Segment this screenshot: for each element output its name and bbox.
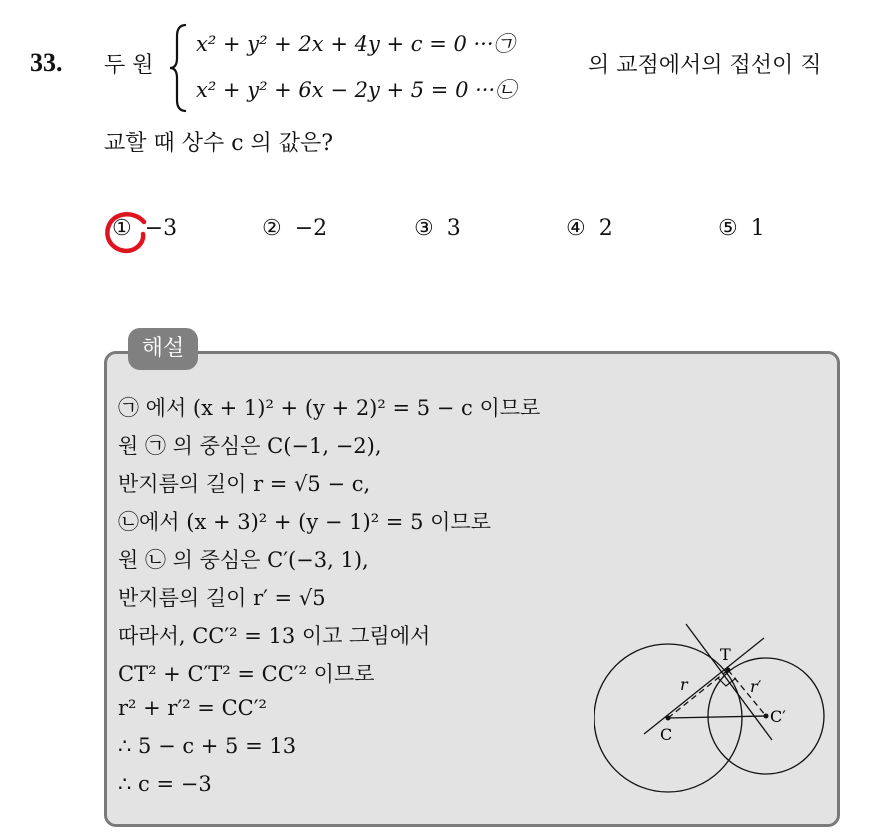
label-c: C [660, 725, 673, 744]
choice-4-label: ④ [566, 216, 586, 241]
solution-line-9: r² + r′² = CC′² [118, 696, 267, 720]
solution-tag: 해설 [128, 328, 198, 370]
choice-4[interactable] [566, 216, 613, 241]
label-t: T [720, 645, 731, 664]
solution-line-10: ∴ 5 − c + 5 = 13 [118, 734, 297, 758]
question-number: 33. [30, 48, 63, 77]
solution-line-6: 반지름의 길이 r′ = √5 [118, 586, 326, 610]
choice-3-value: 3 [446, 216, 461, 241]
solution-line-11: ∴ c = −3 [118, 772, 212, 796]
choice-1-label: ① [112, 216, 132, 241]
choice-5-label: ⑤ [718, 216, 738, 241]
choice-5-value: 1 [750, 216, 765, 241]
choice-3-label: ③ [414, 216, 434, 241]
choice-4-value: 2 [598, 216, 613, 241]
solution-line-8: CT² + C′T² = CC′² 이므로 [118, 662, 375, 686]
solution-line-4: ㉡에서 (x + 3)² + (y − 1)² = 5 이므로 [118, 510, 491, 534]
question-suffix: 의 교점에서의 접선이 직 [588, 53, 822, 78]
radius-r [668, 670, 728, 718]
choice-2-label: ② [262, 216, 282, 241]
solution-line-7: 따라서, CC′² = 13 이고 그림에서 [118, 624, 431, 648]
label-c-prime: C′ [770, 707, 786, 726]
question-prefix: 두 원 [104, 53, 154, 78]
selected-answer-circle [104, 210, 150, 256]
question-line-2: 교할 때 상수 c 의 값은? [104, 131, 334, 156]
label-r-prime: r′ [750, 677, 762, 696]
equation-2: x² + y² + 6x − 2y + 5 = 0 ···㉡ [196, 78, 517, 102]
equation-1: x² + y² + 2x + 4y + c = 0 ···㉠ [196, 32, 515, 56]
choice-1-value: −3 [144, 216, 178, 241]
solution-line-1: ㉠ 에서 (x + 1)² + (y + 2)² = 5 − c 이므로 [118, 396, 541, 420]
tangent-line-2 [644, 638, 764, 734]
point-c-prime [764, 714, 769, 719]
point-t [726, 668, 731, 673]
left-brace [168, 22, 190, 114]
solution-line-3: 반지름의 길이 r = √5 − c, [118, 472, 371, 496]
choice-3[interactable] [414, 216, 461, 241]
solution-line-5: 원 ㉡ 의 중심은 C′(−3, 1), [118, 548, 369, 572]
point-c [666, 716, 671, 721]
choice-5[interactable] [718, 216, 765, 241]
choice-2[interactable] [262, 216, 327, 241]
circles-figure [594, 622, 834, 822]
solution-line-2: 원 ㉠ 의 중심은 C(−1, −2), [118, 434, 382, 458]
center-segment [668, 716, 766, 718]
label-r: r [680, 675, 688, 694]
choice-2-value: −2 [294, 216, 328, 241]
